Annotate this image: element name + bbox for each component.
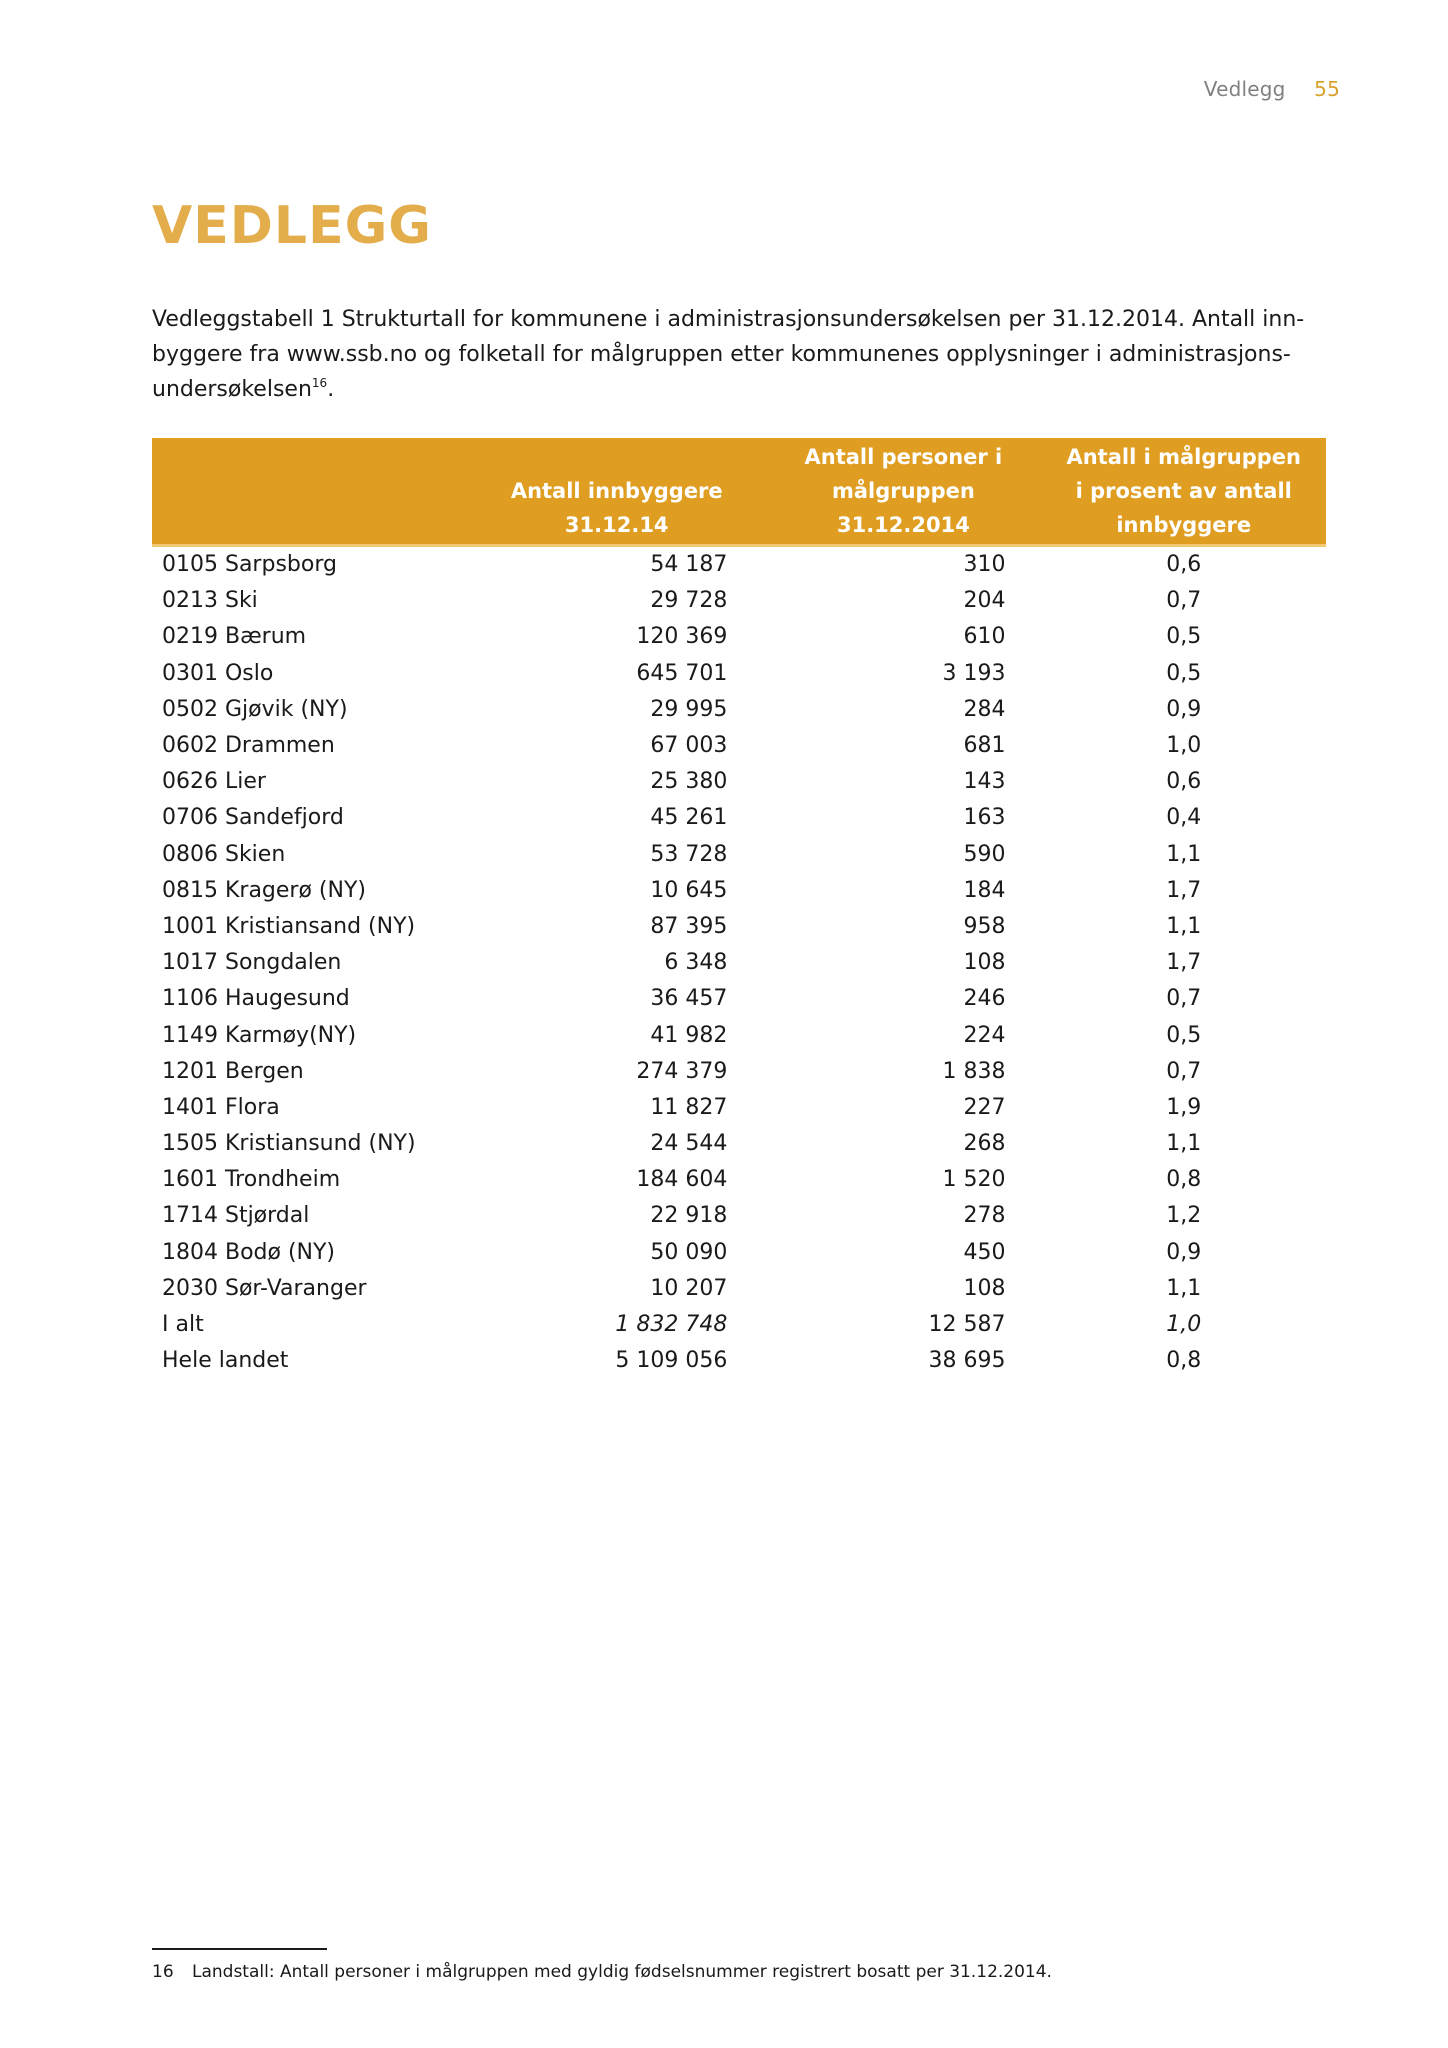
table-row <box>152 728 1326 764</box>
cell-prosent: 1,7 <box>1166 877 1202 903</box>
cell-prosent: 0,6 <box>1166 552 1202 578</box>
header-prosent <box>1041 438 1326 546</box>
cell-malgruppe: 681 <box>963 733 1006 759</box>
cell-malgruppe: 224 <box>963 1022 1006 1048</box>
footnote <box>152 1962 1052 1982</box>
cell-prosent: 0,9 <box>1166 1239 1202 1265</box>
table-row <box>152 981 1326 1017</box>
header-line: 31.12.14 <box>564 513 669 537</box>
table-row <box>152 656 1326 692</box>
table-row <box>152 692 1326 728</box>
cell-malgruppe: 143 <box>963 769 1006 795</box>
cell-malgruppe: 590 <box>963 841 1006 867</box>
data-table <box>152 438 1326 1379</box>
table-row <box>152 909 1326 945</box>
cell-prosent: 0,5 <box>1166 624 1202 650</box>
national-row <box>152 1343 1326 1379</box>
cell-innbyggere: 184 604 <box>636 1167 728 1193</box>
cell-kommune: 1201 Bergen <box>162 1058 304 1084</box>
cell-kommune: 1001 Kristiansand (NY) <box>162 913 416 939</box>
cell-kommune: 0806 Skien <box>162 841 286 867</box>
header-line: 31.12.2014 <box>836 513 970 537</box>
table-row <box>152 1126 1326 1162</box>
cell-malgruppe: 246 <box>963 986 1006 1012</box>
table-row <box>152 1235 1326 1271</box>
cell-prosent: 1,1 <box>1166 1275 1202 1301</box>
header-line: i prosent av antall <box>1075 479 1292 503</box>
cell-kommune: 0502 Gjøvik (NY) <box>162 696 348 722</box>
cell-kommune: 0815 Kragerø (NY) <box>162 877 366 903</box>
cell-malgruppe: 278 <box>963 1203 1006 1229</box>
table-row <box>152 1198 1326 1234</box>
caption-line: Vedleggstabell 1 Strukturtall for kommunene i administrasjonsundersøkelsen per 31.12.2014. Antall inn- <box>152 307 1305 332</box>
table-header <box>152 438 1326 546</box>
cell-malgruppe: 450 <box>963 1239 1006 1265</box>
table-row <box>152 1271 1326 1307</box>
cell-innbyggere: 36 457 <box>650 986 728 1012</box>
cell-kommune: 0105 Sarpsborg <box>162 552 337 578</box>
cell-innbyggere: 24 544 <box>650 1131 728 1157</box>
header-malgruppe <box>765 438 1041 546</box>
table-row <box>152 764 1326 800</box>
header-row <box>152 438 1326 546</box>
cell-malgruppe: 268 <box>963 1131 1006 1157</box>
cell-malgruppe: 284 <box>963 696 1006 722</box>
cell-innbyggere: 25 380 <box>650 769 728 795</box>
header-line: Antall innbyggere <box>510 479 723 503</box>
cell-prosent: 0,4 <box>1166 805 1202 831</box>
structure-table <box>152 438 1326 1379</box>
cell-innbyggere: 5 109 056 <box>615 1348 728 1374</box>
table-row <box>152 800 1326 836</box>
cell-malgruppe: 1 520 <box>942 1167 1006 1193</box>
caption-line: byggere fra www.ssb.no og folketall for målgruppen etter kommunenes opplysninger i administrasjons- <box>152 342 1291 367</box>
cell-kommune: 1401 Flora <box>162 1094 280 1120</box>
cell-kommune: 0626 Lier <box>162 769 266 795</box>
cell-innbyggere: 45 261 <box>650 805 728 831</box>
cell-kommune: 1804 Bodø (NY) <box>162 1239 336 1265</box>
cell-innbyggere: 22 918 <box>650 1203 728 1229</box>
cell-innbyggere: 645 701 <box>636 660 728 686</box>
table-row <box>152 583 1326 619</box>
cell-kommune: 1106 Haugesund <box>162 986 350 1012</box>
cell-malgruppe: 204 <box>963 588 1006 614</box>
cell-innbyggere: 53 728 <box>650 841 728 867</box>
cell-prosent: 1,0 <box>1166 733 1202 759</box>
cell-kommune: 1714 Stjørdal <box>162 1203 310 1229</box>
cell-prosent: 0,6 <box>1166 769 1202 795</box>
cell-innbyggere: 6 348 <box>664 950 728 976</box>
running-header-section: Vedlegg <box>1203 77 1286 101</box>
cell-prosent: 1,0 <box>1166 1312 1202 1338</box>
header-line: Antall i målgruppen <box>1066 445 1301 469</box>
footnote-text: Landstall: Antall personer i målgruppen med gyldig fødselsnummer registrert bosatt per 31.12.2014. <box>192 1962 1052 1982</box>
cell-malgruppe: 108 <box>963 1275 1006 1301</box>
header-line: målgruppen <box>831 479 975 503</box>
cell-innbyggere: 120 369 <box>636 624 728 650</box>
caption-line-text: undersøkelsen <box>152 377 312 402</box>
cell-prosent: 1,2 <box>1166 1203 1202 1229</box>
cell-kommune: 0706 Sandefjord <box>162 805 344 831</box>
cell-innbyggere: 29 995 <box>650 696 728 722</box>
cell-kommune: 1505 Kristiansund (NY) <box>162 1131 416 1157</box>
cell-prosent: 0,7 <box>1166 588 1202 614</box>
header-kommune <box>152 438 468 546</box>
cell-malgruppe: 12 587 <box>928 1312 1006 1338</box>
cell-kommune: I alt <box>162 1312 204 1338</box>
cell-malgruppe: 610 <box>963 624 1006 650</box>
table-caption <box>152 302 1332 407</box>
page-number: 55 <box>1314 77 1340 101</box>
footnote-number: 16 <box>152 1962 174 1982</box>
table-row <box>152 873 1326 909</box>
cell-innbyggere: 29 728 <box>650 588 728 614</box>
cell-kommune: 0301 Oslo <box>162 660 274 686</box>
cell-malgruppe: 3 193 <box>942 660 1006 686</box>
cell-kommune: 0213 Ski <box>162 588 258 614</box>
table-row <box>152 619 1326 655</box>
table-body <box>152 546 1326 1380</box>
cell-prosent: 1,7 <box>1166 950 1202 976</box>
total-row <box>152 1307 1326 1343</box>
cell-prosent: 0,5 <box>1166 1022 1202 1048</box>
caption-line <box>152 372 1332 407</box>
cell-malgruppe: 38 695 <box>928 1348 1006 1374</box>
cell-prosent: 1,1 <box>1166 913 1202 939</box>
cell-innbyggere: 10 645 <box>650 877 728 903</box>
cell-malgruppe: 227 <box>963 1094 1006 1120</box>
table-row <box>152 546 1326 584</box>
table-row <box>152 1090 1326 1126</box>
cell-innbyggere: 87 395 <box>650 913 728 939</box>
cell-prosent: 1,1 <box>1166 841 1202 867</box>
cell-prosent: 0,9 <box>1166 696 1202 722</box>
cell-prosent: 1,9 <box>1166 1094 1202 1120</box>
cell-innbyggere: 1 832 748 <box>615 1312 728 1338</box>
cell-prosent: 0,7 <box>1166 1058 1202 1084</box>
cell-innbyggere: 54 187 <box>650 552 728 578</box>
cell-kommune: 1601 Trondheim <box>162 1167 341 1193</box>
cell-innbyggere: 41 982 <box>650 1022 728 1048</box>
cell-prosent: 1,1 <box>1166 1131 1202 1157</box>
table-row <box>152 1054 1326 1090</box>
cell-prosent: 0,7 <box>1166 986 1202 1012</box>
cell-malgruppe: 184 <box>963 877 1006 903</box>
cell-prosent: 0,8 <box>1166 1348 1202 1374</box>
cell-malgruppe: 958 <box>963 913 1006 939</box>
cell-kommune: 1017 Songdalen <box>162 950 342 976</box>
cell-prosent: 0,8 <box>1166 1167 1202 1193</box>
cell-innbyggere: 50 090 <box>650 1239 728 1265</box>
cell-prosent: 0,5 <box>1166 660 1202 686</box>
cell-kommune: 0602 Drammen <box>162 733 335 759</box>
cell-malgruppe: 1 838 <box>942 1058 1006 1084</box>
header-line: innbyggere <box>1116 513 1252 537</box>
cell-innbyggere: 10 207 <box>650 1275 728 1301</box>
table-row <box>152 837 1326 873</box>
cell-kommune: 2030 Sør-Varanger <box>162 1275 367 1301</box>
page-title: VEDLEGG <box>152 196 432 256</box>
table-row <box>152 1017 1326 1053</box>
table-row <box>152 945 1326 981</box>
table-row <box>152 1162 1326 1198</box>
cell-innbyggere: 11 827 <box>650 1094 728 1120</box>
caption-end-punct: . <box>327 377 335 402</box>
header-line: Antall personer i <box>804 445 1003 469</box>
cell-kommune: Hele landet <box>162 1348 289 1374</box>
cell-kommune: 1149 Karmøy(NY) <box>162 1022 357 1048</box>
cell-malgruppe: 310 <box>963 552 1006 578</box>
header-innbyggere <box>468 438 765 546</box>
cell-kommune: 0219 Bærum <box>162 624 307 650</box>
cell-malgruppe: 108 <box>963 950 1006 976</box>
running-header <box>1204 77 1340 101</box>
cell-innbyggere: 274 379 <box>636 1058 728 1084</box>
footnote-divider <box>152 1948 327 1950</box>
footnote-reference[interactable]: 16 <box>311 376 328 390</box>
cell-malgruppe: 163 <box>963 805 1006 831</box>
cell-innbyggere: 67 003 <box>650 733 728 759</box>
